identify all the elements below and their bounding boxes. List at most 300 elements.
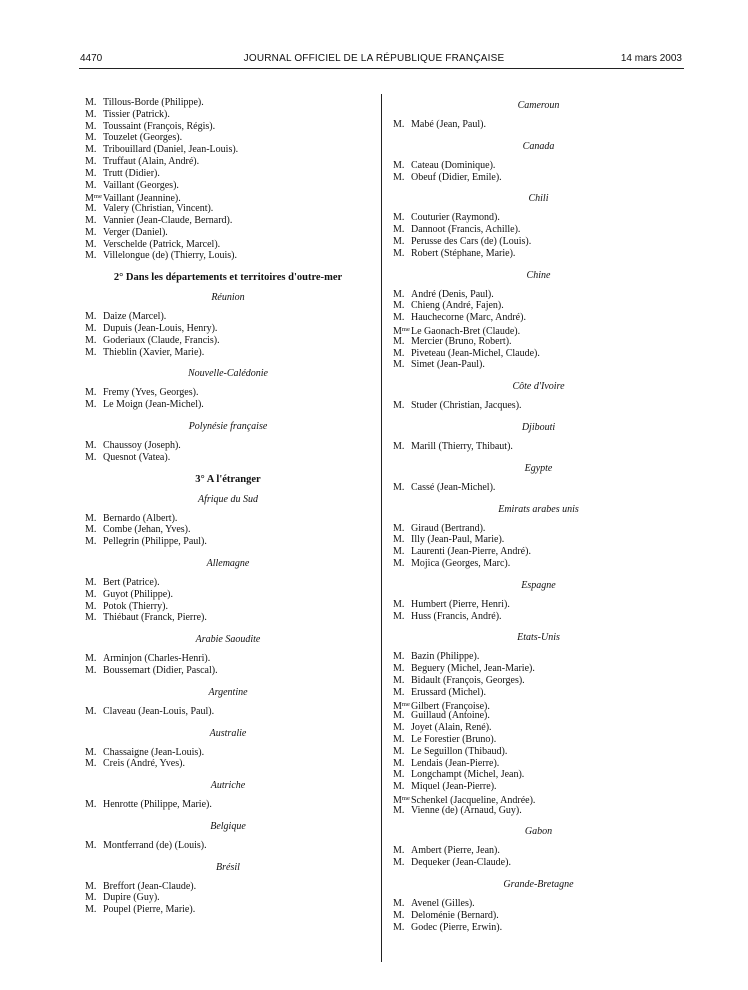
person-name: Joyet (Alain, René).: [411, 722, 492, 734]
list-item: [85, 601, 371, 613]
country-heading: Argentine: [208, 686, 248, 698]
person-name: Bidault (François, Georges).: [411, 674, 525, 686]
list-item: [393, 611, 684, 623]
country-section: [393, 825, 684, 869]
person-name: Miquel (Jean-Pierre).: [411, 781, 497, 793]
list-item: [85, 335, 371, 347]
list-item: [85, 758, 371, 770]
list-item: [85, 904, 371, 916]
person-name: Mabé (Jean, Paul).: [411, 119, 486, 130]
honorific: M.: [393, 522, 405, 534]
honorific: M.: [393, 546, 405, 558]
country-section: [393, 503, 684, 570]
person-name: Le Seguillon (Thibaud).: [411, 745, 508, 757]
honorific: M.: [393, 247, 405, 259]
list-item: [85, 840, 371, 852]
list-item: [393, 523, 684, 535]
person-name: Hauchecorne (Marc, André).: [411, 312, 526, 324]
list-item: [393, 758, 684, 770]
person-name: Dequeker (Jean-Claude).: [411, 857, 511, 869]
honorific: M.: [393, 235, 405, 247]
person-name: Dupire (Guy).: [103, 892, 160, 904]
list-item: [393, 248, 684, 260]
person-name: Le Gaonach-Bret (Claude).: [411, 325, 521, 337]
person-name: Godec (Pierre, Erwin).: [411, 921, 503, 933]
country-section: [393, 631, 684, 816]
honorific: M.: [85, 664, 97, 676]
list-item: [85, 323, 371, 335]
honorific: M.: [393, 857, 405, 869]
list-item: [393, 769, 684, 781]
list-item: [393, 675, 684, 687]
list-item: [85, 892, 371, 904]
country-section: [85, 633, 371, 677]
list-item: [85, 347, 371, 359]
honorific: M.: [85, 155, 97, 167]
country-heading: Allemagne: [206, 557, 250, 569]
person-name: Ambert (Pierre, Jean).: [411, 845, 500, 857]
person-name: Vannier (Jean-Claude, Bernard).: [103, 214, 233, 226]
honorific: M.: [85, 746, 97, 758]
person-name: Fremy (Yves, Georges).: [103, 387, 199, 399]
section-major-heading: 2° Dans les départements et territoires d'outre-mer: [113, 272, 343, 284]
country-section: [393, 140, 684, 184]
list-item: [393, 534, 684, 546]
honorific: M.: [85, 334, 97, 346]
person-name: Cassé (Jean-Michel).: [411, 481, 496, 493]
person-name: Arminjon (Charles-Henri).: [103, 653, 211, 665]
honorific: M.: [85, 705, 97, 717]
country-heading: Gabon: [524, 826, 553, 838]
list-item: [85, 653, 371, 665]
list-item: [85, 239, 371, 251]
honorific: $M^{me}$: [85, 193, 102, 205]
person-name: Obeuf (Didier, Emile).: [411, 171, 502, 183]
list-item: [85, 203, 371, 215]
honorific: M.: [85, 226, 97, 238]
country-heading: Djibouti: [521, 421, 556, 433]
list-item: [393, 699, 684, 711]
honorific: M.: [393, 845, 405, 857]
person-name: Verschelde (Patrick, Marcel).: [103, 238, 221, 250]
list-item: [85, 156, 371, 168]
list-item: [85, 121, 371, 133]
country-heading: Emirats arabes unis: [498, 503, 579, 515]
person-name: Tribouillard (Daniel, Jean-Louis).: [103, 144, 239, 156]
country-heading: Côte d'Ivoire: [512, 381, 565, 393]
person-name: Montferrand (de) (Louis).: [103, 839, 207, 851]
list-item: [393, 910, 684, 922]
list-item: [393, 348, 684, 360]
honorific: M.: [393, 171, 405, 183]
person-name: Erussard (Michel).: [411, 686, 486, 698]
person-name: Vaillant (Georges).: [103, 179, 179, 191]
country-heading: Grande-Bretagne: [503, 879, 574, 891]
country-section: [85, 779, 371, 811]
honorific: M.: [85, 108, 97, 120]
honorific: M.: [393, 347, 405, 359]
country-section: [393, 99, 684, 131]
honorific: M.: [393, 312, 405, 324]
honorific: M.: [85, 97, 97, 108]
honorific: M.: [85, 588, 97, 600]
person-name: Mercier (Bruno, Robert).: [411, 335, 512, 347]
person-name: Tissier (Patrick).: [103, 108, 170, 120]
honorific: M.: [85, 179, 97, 191]
person-name: Quesnot (Vatea).: [103, 451, 171, 463]
person-name: Cateau (Dominique).: [411, 159, 496, 171]
list-item: [85, 881, 371, 893]
person-name: Chassaigne (Jean-Louis).: [103, 746, 205, 758]
honorific: $M^{me}$: [393, 700, 410, 712]
person-name: Laurenti (Jean-Pierre, André).: [411, 546, 531, 558]
issue-date: 14 mars 2003: [620, 53, 682, 64]
country-section: [85, 820, 371, 852]
country-heading: Chili: [528, 193, 549, 205]
person-name: Truffaut (Alain, André).: [103, 155, 200, 167]
honorific: M.: [393, 359, 405, 371]
person-name: Couturier (Raymond).: [411, 212, 500, 224]
list-item: [393, 119, 684, 131]
list-item: [393, 558, 684, 570]
honorific: M.: [85, 536, 97, 548]
honorific: M.: [85, 600, 97, 612]
honorific: M.: [393, 534, 405, 546]
honorific: M.: [85, 880, 97, 892]
honorific: M.: [393, 663, 405, 675]
list-item: [85, 513, 371, 525]
list-item: [393, 734, 684, 746]
person-name: Pellegrin (Philippe, Paul).: [103, 536, 207, 548]
person-name: Chaussoy (Joseph).: [103, 439, 181, 451]
honorific: M.: [85, 144, 97, 156]
honorific: M.: [85, 839, 97, 851]
country-heading: Chine: [526, 269, 551, 281]
honorific: M.: [85, 322, 97, 334]
country-heading: Australie: [209, 727, 247, 739]
list-item: [85, 180, 371, 192]
person-name: André (Denis, Paul).: [411, 288, 494, 300]
person-name: Studer (Christian, Jacques).: [411, 400, 522, 412]
person-name: Poupel (Pierre, Marie).: [103, 904, 196, 916]
list-item: [393, 160, 684, 172]
honorific: M.: [393, 610, 405, 622]
country-section: [393, 380, 684, 412]
list-item: [393, 722, 684, 734]
list-item: [85, 524, 371, 536]
header-rule: [79, 68, 684, 69]
honorific: M.: [393, 212, 405, 224]
list-item: [393, 312, 684, 324]
list-item: [393, 324, 684, 336]
list-item: [85, 747, 371, 759]
list-item: [85, 311, 371, 323]
list-item: [393, 546, 684, 558]
list-item: [85, 97, 371, 109]
list-item: [85, 399, 371, 411]
honorific: M.: [85, 799, 97, 811]
list-item: [85, 589, 371, 601]
person-name: Goderiaux (Claude, Francis).: [103, 334, 220, 346]
country-section: [85, 291, 371, 358]
list-item: [85, 536, 371, 548]
country-section: [85, 557, 371, 624]
honorific: M.: [393, 769, 405, 781]
honorific: M.: [393, 733, 405, 745]
person-name: Tillous-Borde (Philippe).: [103, 97, 204, 108]
person-name: Perusse des Cars (de) (Louis).: [411, 235, 532, 247]
person-name: Deloménie (Bernard).: [411, 909, 499, 921]
list-item: [85, 577, 371, 589]
person-name: Verger (Daniel).: [103, 226, 168, 238]
person-name: Touzelet (Georges).: [103, 132, 183, 144]
honorific: M.: [85, 203, 97, 215]
list-item: [393, 212, 684, 224]
honorific: M.: [393, 119, 405, 130]
person-name: Longchampt (Michel, Jean).: [411, 769, 525, 781]
column-separator: [381, 94, 382, 962]
person-name: Vaillant (Jeannine).: [103, 193, 181, 205]
honorific: M.: [393, 781, 405, 793]
list-item: [393, 922, 684, 934]
honorific: M.: [393, 686, 405, 698]
person-name: Le Forestier (Bruno).: [411, 733, 497, 745]
list-item: [393, 710, 684, 722]
list-item: [393, 845, 684, 857]
honorific: M.: [393, 224, 405, 236]
list-item: [393, 746, 684, 758]
list-item: [85, 109, 371, 121]
list-item: [393, 687, 684, 699]
list-item: [393, 599, 684, 611]
honorific: M.: [85, 167, 97, 179]
person-name: Creis (André, Yves).: [103, 758, 185, 770]
list-item: [85, 387, 371, 399]
honorific: M.: [85, 399, 97, 411]
honorific: M.: [85, 238, 97, 250]
person-name: Le Moign (Jean-Michel).: [103, 399, 204, 411]
honorific: M.: [393, 598, 405, 610]
person-name: Bernardo (Albert).: [103, 512, 178, 524]
honorific: M.: [393, 898, 405, 910]
honorific: M.: [85, 653, 97, 665]
person-name: Valery (Christian, Vincent).: [103, 203, 214, 215]
list-item: [85, 132, 371, 144]
person-name: Breffort (Jean-Claude).: [103, 880, 197, 892]
country-heading: Nouvelle-Calédonie: [188, 368, 268, 380]
person-name: Villelongue (de) (Thierry, Louis).: [103, 250, 237, 262]
person-name: Mojica (Georges, Marc).: [411, 557, 511, 569]
person-name: Huss (Francis, André).: [411, 610, 502, 622]
country-heading: Polynésie française: [188, 420, 268, 432]
list-item: [393, 224, 684, 236]
country-heading: Egypte: [524, 462, 553, 474]
country-section: [393, 192, 684, 259]
honorific: M.: [393, 909, 405, 921]
honorific: $M^{me}$: [393, 325, 410, 337]
honorific: M.: [393, 481, 405, 493]
honorific: M.: [85, 120, 97, 132]
honorific: M.: [393, 757, 405, 769]
list-item: [393, 236, 684, 248]
left-column: [85, 97, 371, 925]
list-item: [85, 215, 371, 227]
person-name: Potok (Thierry).: [103, 600, 168, 612]
country-section: [85, 686, 371, 718]
country-section: [85, 727, 371, 771]
list-item: [393, 663, 684, 675]
honorific: M.: [85, 387, 97, 399]
list-item: [85, 250, 371, 262]
honorific: M.: [85, 311, 97, 323]
honorific: M.: [393, 921, 405, 933]
person-name: Dupuis (Jean-Louis, Henry).: [103, 322, 218, 334]
list-item: [85, 706, 371, 718]
country-heading: Réunion: [211, 292, 245, 304]
country-section: [85, 493, 371, 548]
person-name: Beguery (Michel, Jean-Marie).: [411, 663, 535, 675]
person-name: Giraud (Bertrand).: [411, 522, 486, 534]
list-item: [393, 172, 684, 184]
honorific: M.: [393, 722, 405, 734]
honorific: M.: [393, 400, 405, 412]
country-section: [85, 420, 371, 464]
honorific: M.: [393, 804, 405, 816]
section-major-heading: 3° A l'étranger: [195, 473, 261, 485]
honorific: M.: [85, 346, 97, 358]
honorific: M.: [85, 576, 97, 588]
list-item: [393, 441, 684, 453]
list-item: [393, 336, 684, 348]
person-name: Gilbert (Françoise).: [411, 700, 490, 712]
honorific: M.: [85, 612, 97, 624]
country-section: [85, 367, 371, 411]
list-item: [85, 191, 371, 203]
list-item: [85, 168, 371, 180]
country-heading: Canada: [522, 140, 555, 152]
country-heading: Autriche: [210, 780, 246, 792]
honorific: M.: [85, 512, 97, 524]
country-section: [85, 97, 371, 262]
person-name: Boussemart (Didier, Pascal).: [103, 664, 218, 676]
person-name: Humbert (Pierre, Henri).: [411, 598, 510, 610]
list-item: [85, 665, 371, 677]
list-item: [393, 400, 684, 412]
person-name: Thieblin (Xavier, Marie).: [103, 346, 205, 358]
person-name: Robert (Stéphane, Marie).: [411, 247, 516, 259]
person-name: Dannoot (Francis, Achille).: [411, 224, 521, 236]
country-heading: Cameroun: [517, 100, 560, 111]
honorific: M.: [393, 300, 405, 312]
person-name: Bazin (Philippe).: [411, 651, 480, 663]
person-name: Avenel (Gilles).: [411, 898, 475, 910]
honorific: M.: [393, 674, 405, 686]
honorific: $M^{me}$: [393, 794, 410, 806]
country-section: [85, 861, 371, 916]
journal-title: JOURNAL OFFICIEL DE LA RÉPUBLIQUE FRANÇAISE: [243, 53, 505, 64]
person-name: Bert (Patrice).: [103, 576, 160, 588]
person-name: Trutt (Didier).: [103, 167, 160, 179]
right-column: [393, 97, 684, 942]
person-name: Schenkel (Jacqueline, Andrée).: [411, 794, 536, 806]
honorific: M.: [393, 440, 405, 452]
country-heading: Afrique du Sud: [198, 493, 258, 505]
list-item: [85, 799, 371, 811]
country-section: [393, 878, 684, 933]
list-item: [85, 440, 371, 452]
page-number: 4470: [80, 53, 103, 64]
country-heading: Arabie Saoudite: [195, 634, 261, 646]
honorific: M.: [393, 745, 405, 757]
person-name: Toussaint (François, Régis).: [103, 120, 216, 132]
list-item: [393, 359, 684, 371]
honorific: M.: [85, 892, 97, 904]
honorific: M.: [393, 557, 405, 569]
honorific: M.: [85, 439, 97, 451]
list-item: [85, 452, 371, 464]
honorific: M.: [393, 159, 405, 171]
person-name: Henrotte (Philippe, Marie).: [103, 799, 212, 811]
list-item: [393, 898, 684, 910]
honorific: M.: [85, 758, 97, 770]
page-header: [0, 53, 748, 67]
country-section: [393, 579, 684, 623]
person-name: Vienne (de) (Arnaud, Guy).: [411, 804, 522, 816]
honorific: M.: [393, 710, 405, 722]
honorific: M.: [85, 524, 97, 536]
honorific: M.: [393, 288, 405, 300]
person-name: Chieng (André, Fajen).: [411, 300, 504, 312]
honorific: M.: [85, 451, 97, 463]
honorific: M.: [393, 335, 405, 347]
country-heading: Espagne: [521, 579, 556, 591]
country-section: [393, 462, 684, 494]
list-item: [393, 300, 684, 312]
list-item: [393, 482, 684, 494]
honorific: M.: [85, 132, 97, 144]
person-name: Simet (Jean-Paul).: [411, 359, 485, 371]
person-name: Thiébaut (Franck, Pierre).: [103, 612, 207, 624]
list-item: [393, 289, 684, 301]
country-heading: Etats-Unis: [517, 632, 560, 644]
country-section: [393, 269, 684, 372]
honorific: M.: [85, 250, 97, 262]
list-item: [393, 857, 684, 869]
list-item: [85, 612, 371, 624]
list-item: [393, 793, 684, 805]
person-name: Marill (Thierry, Thibaut).: [411, 440, 513, 452]
list-item: [85, 144, 371, 156]
person-name: Illy (Jean-Paul, Marie).: [411, 534, 505, 546]
person-name: Guillaud (Antoine).: [411, 710, 490, 722]
list-item: [85, 227, 371, 239]
honorific: M.: [85, 904, 97, 916]
list-item: [393, 651, 684, 663]
country-heading: Belgique: [210, 820, 246, 832]
country-section: [393, 421, 684, 453]
list-item: [393, 781, 684, 793]
person-name: Daize (Marcel).: [103, 311, 167, 323]
list-item: [393, 805, 684, 817]
country-heading: Brésil: [216, 861, 240, 873]
person-name: Piveteau (Jean-Michel, Claude).: [411, 347, 540, 359]
honorific: M.: [85, 214, 97, 226]
person-name: Lendais (Jean-Pierre).: [411, 757, 500, 769]
honorific: M.: [393, 651, 405, 663]
person-name: Guyot (Philippe).: [103, 588, 173, 600]
person-name: Combe (Jehan, Yves).: [103, 524, 191, 536]
person-name: Claveau (Jean-Louis, Paul).: [103, 705, 215, 717]
